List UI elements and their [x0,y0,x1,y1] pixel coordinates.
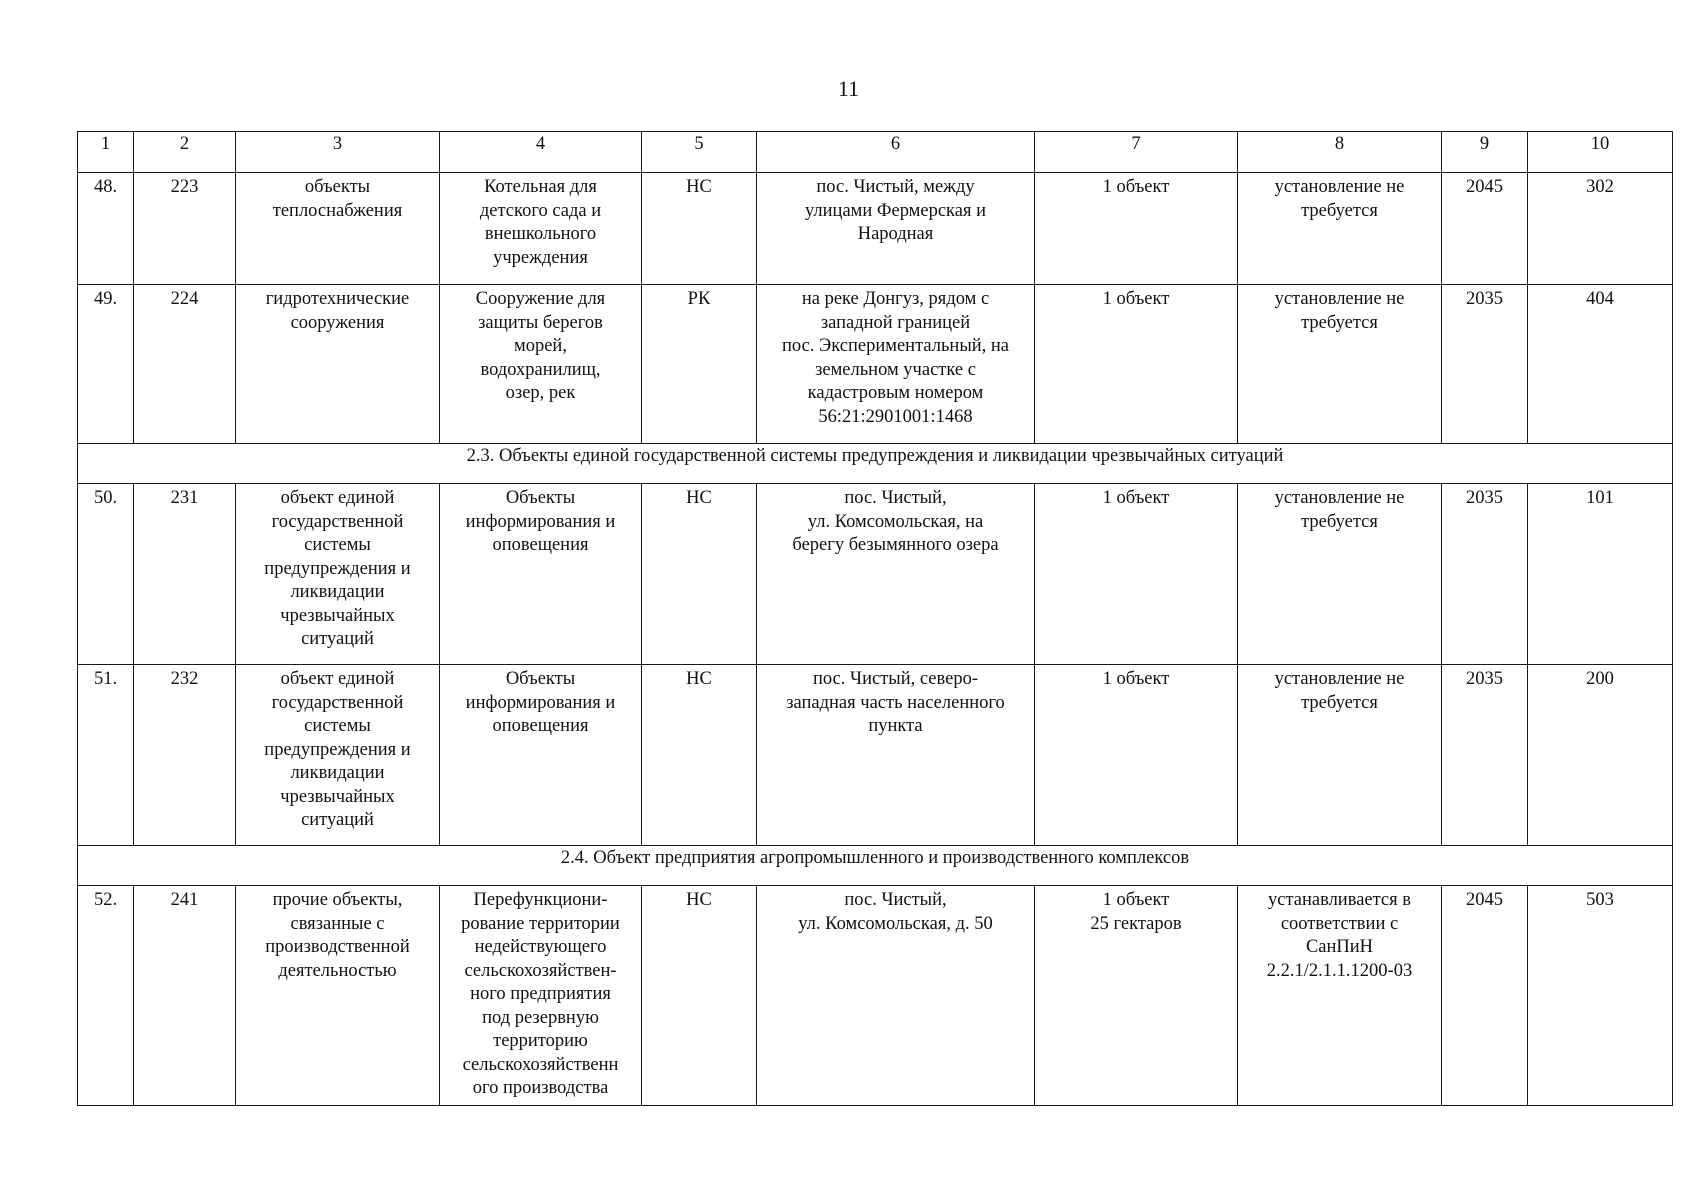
column-10-cell: 302 [1528,173,1673,285]
status-cell: НС [642,484,757,665]
column-header: 8 [1238,132,1442,173]
column-10-cell: 101 [1528,484,1673,665]
column-header: 7 [1035,132,1238,173]
zone-cell: установление не требуется [1238,173,1442,285]
code-cell: 224 [134,285,236,444]
column-header: 5 [642,132,757,173]
year-cell: 2045 [1442,886,1528,1106]
status-cell: НС [642,665,757,846]
status-cell: РК [642,285,757,444]
column-number-row [78,132,1673,173]
status-cell: НС [642,173,757,285]
code-cell: 223 [134,173,236,285]
column-10-cell: 503 [1528,886,1673,1106]
section-title: 2.4. Объект предприятия агропромышленного и производственного комплексов [78,846,1673,886]
characteristics-cell: 1 объект 25 гектаров [1035,886,1238,1106]
zone-cell: установление не требуется [1238,665,1442,846]
characteristics-cell: 1 объект [1035,285,1238,444]
table-row [78,285,1673,444]
location-cell: пос. Чистый, между улицами Фермерская и Народная [757,173,1035,285]
code-cell: 232 [134,665,236,846]
table-row [78,665,1673,846]
column-header: 6 [757,132,1035,173]
object-name-cell: Перефункциони- рование территории недействующего сельскохозяйствен- ного предприятия под резервную территорию сельскохозяйственн ого производства [440,886,642,1106]
column-header: 10 [1528,132,1673,173]
location-cell: на реке Донгуз, рядом с западной границей пос. Экспериментальный, на земельном участке с кадастровым номером 56:21:2901001:1468 [757,285,1035,444]
object-name-cell: Котельная для детского сада и внешкольного учреждения [440,173,642,285]
code-cell: 241 [134,886,236,1106]
row-number-cell: 51. [78,665,134,846]
object-type-cell: объект единой государственной системы предупреждения и ликвидации чрезвычайных ситуаций [236,484,440,665]
characteristics-cell: 1 объект [1035,484,1238,665]
year-cell: 2035 [1442,285,1528,444]
object-type-cell: объект единой государственной системы предупреждения и ликвидации чрезвычайных ситуаций [236,665,440,846]
column-10-cell: 200 [1528,665,1673,846]
year-cell: 2035 [1442,484,1528,665]
object-name-cell: Объекты информирования и оповещения [440,665,642,846]
year-cell: 2045 [1442,173,1528,285]
row-number-cell: 48. [78,173,134,285]
zone-cell: устанавливается в соответствии с СанПиН 2.2.1/2.1.1.1200-03 [1238,886,1442,1106]
characteristics-cell: 1 объект [1035,173,1238,285]
year-cell: 2035 [1442,665,1528,846]
row-number-cell: 50. [78,484,134,665]
location-cell: пос. Чистый, северо- западная часть населенного пункта [757,665,1035,846]
object-name-cell: Объекты информирования и оповещения [440,484,642,665]
column-header: 9 [1442,132,1528,173]
section-row [78,444,1673,484]
zone-cell: установление не требуется [1238,484,1442,665]
row-number-cell: 49. [78,285,134,444]
column-10-cell: 404 [1528,285,1673,444]
row-number-cell: 52. [78,886,134,1106]
column-header: 2 [134,132,236,173]
section-row [78,846,1673,886]
page-number: 11 [837,76,860,101]
table-row [78,173,1673,285]
location-cell: пос. Чистый, ул. Комсомольская, д. 50 [757,886,1035,1106]
characteristics-cell: 1 объект [1035,665,1238,846]
column-header: 3 [236,132,440,173]
code-cell: 231 [134,484,236,665]
zone-cell: установление не требуется [1238,285,1442,444]
section-title: 2.3. Объекты единой государственной системы предупреждения и ликвидации чрезвычайных ситуаций [78,444,1673,484]
column-header: 4 [440,132,642,173]
status-cell: НС [642,886,757,1106]
table-row [78,484,1673,665]
location-cell: пос. Чистый, ул. Комсомольская, на берегу безымянного озера [757,484,1035,665]
object-type-cell: объекты теплоснабжения [236,173,440,285]
column-header: 1 [78,132,134,173]
objects-table [77,131,1673,1106]
object-type-cell: гидротехнические сооружения [236,285,440,444]
object-type-cell: прочие объекты, связанные с производственной деятельностью [236,886,440,1106]
object-name-cell: Сооружение для защиты берегов морей, водохранилищ, озер, рек [440,285,642,444]
table-row [78,886,1673,1106]
